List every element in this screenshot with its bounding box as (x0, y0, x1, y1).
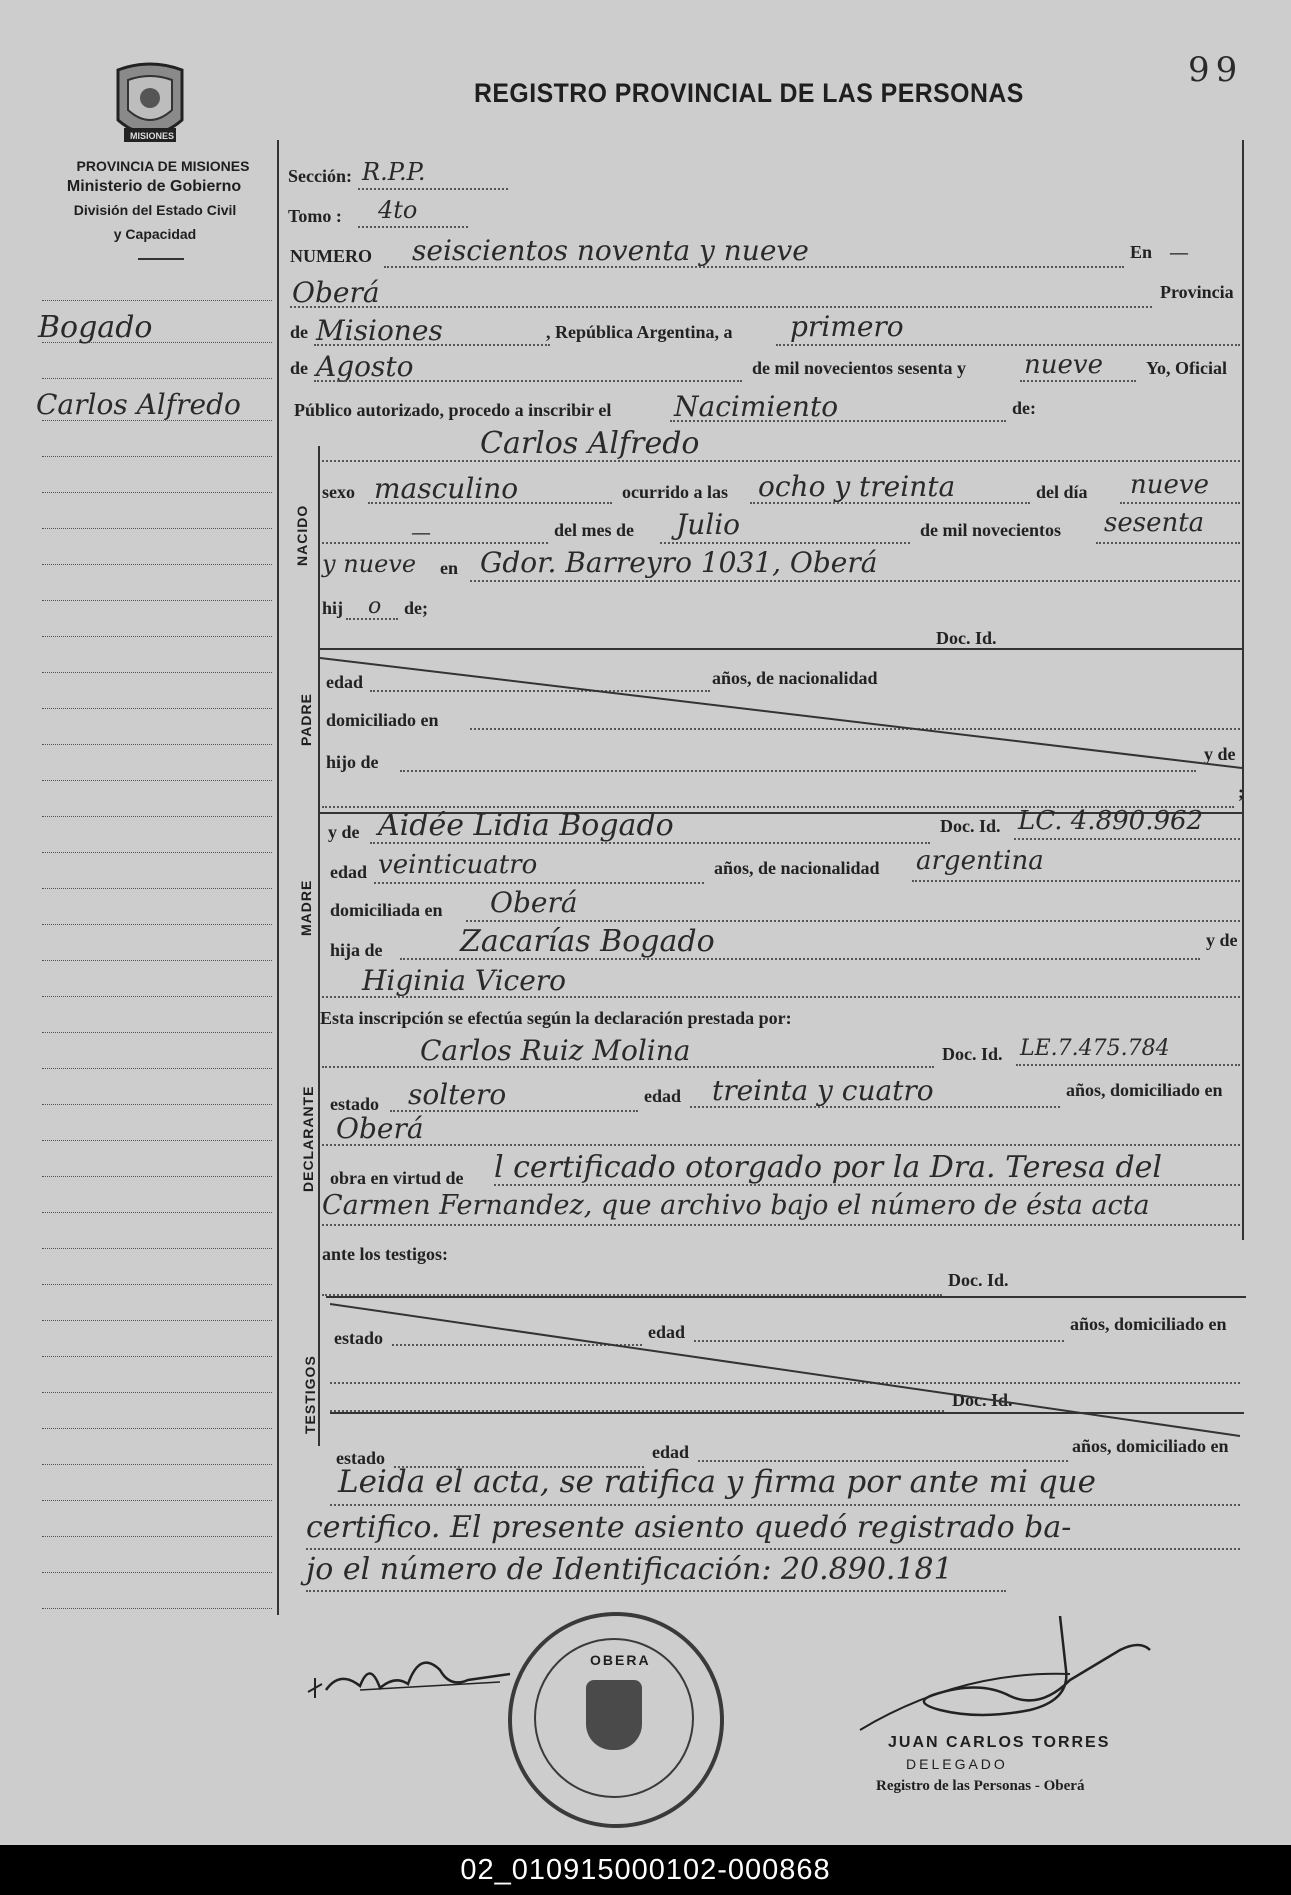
madre-nacionalidad-line (912, 880, 1240, 882)
en-value: — (1170, 242, 1188, 262)
mes-line (660, 542, 910, 544)
testigos-strike-line (330, 1296, 1240, 1446)
tomo-line (358, 226, 468, 228)
madre-padre-line (400, 958, 1200, 960)
provincia-line (314, 344, 550, 346)
declarante-estado-label: estado (330, 1094, 379, 1114)
place-line (290, 306, 1152, 308)
hora-line (750, 502, 1030, 504)
declarante-name-line (322, 1066, 934, 1068)
madre-name: Aidée Lidia Bogado (378, 808, 674, 843)
year-label: de mil novecientos sesenta y (752, 358, 966, 378)
testigos-edad-label-1: edad (648, 1322, 686, 1342)
madre-section-label: MADRE (298, 879, 314, 936)
testigos-edad-label-2: edad (652, 1442, 690, 1462)
numero-value: seiscientos noventa y nueve (412, 234, 809, 267)
closing-line-1-rule (330, 1504, 1240, 1506)
madre-domicilio-value: Oberá (490, 886, 578, 919)
declarante-estado-value: soltero (408, 1078, 507, 1111)
hora-value: ocho y treinta (758, 470, 956, 503)
mes-label: del mes de (554, 520, 634, 540)
declarante-obra-line2: Carmen Fernandez, que archivo bajo el número de ésta acta (322, 1190, 1150, 1221)
org-province: PROVINCIA DE MISIONES (76, 158, 250, 174)
month-value: Agosto (316, 350, 414, 383)
official-stamp (508, 1612, 724, 1828)
provincia-value: Misiones (316, 314, 443, 347)
declarante-intro: Esta inscripción se efectúa según la declaración prestada por: (320, 1008, 792, 1028)
margin-given-names: Carlos Alfredo (36, 388, 241, 421)
madre-nacionalidad-label: años, de nacionalidad (714, 858, 880, 878)
madre-doc-line (1014, 838, 1240, 840)
seccion-line (358, 188, 508, 190)
month-line (314, 380, 742, 382)
closing-line-2: certifico. El presente asiento quedó registrado ba- (306, 1510, 1072, 1545)
left-signature (300, 1640, 530, 1710)
hijo-de-label: de; (404, 598, 428, 618)
de2-label: de: (1012, 398, 1036, 418)
declarante-edad-value: treinta y cuatro (712, 1074, 934, 1107)
hijo-line (346, 618, 398, 620)
tomo-value: 4to (378, 196, 418, 224)
numero-line (384, 266, 1124, 268)
testigos-edad-line-2 (698, 1460, 1068, 1462)
inscription-type: Nacimiento (674, 390, 839, 423)
madre-madre-name: Higinia Vicero (362, 964, 567, 997)
madre-edad-value: veinticuatro (378, 850, 538, 880)
madre-padre-name: Zacarías Bogado (460, 924, 715, 959)
nacido-dash: — (412, 522, 430, 542)
madre-yde2-label: y de (1206, 930, 1238, 950)
footer-code: 02_010915000102-000868 (0, 1845, 1291, 1895)
anio-line (1096, 542, 1240, 544)
emblem-text: MISIONES (130, 131, 175, 141)
nacido-name-line (322, 460, 1240, 462)
dia-value: nueve (1130, 470, 1209, 500)
officer-name: JUAN CARLOS TORRES (888, 1734, 1111, 1751)
declarante-estado-line (390, 1110, 638, 1112)
margin-surname: Bogado (38, 310, 153, 345)
declarante-obra-line2-rule (322, 1224, 1240, 1226)
testigos-intro: ante los testigos: (322, 1244, 448, 1264)
madre-hija-label: hija de (330, 940, 383, 960)
declarante-domicilio-line (322, 1144, 1240, 1146)
closing-line-3: jo el número de Identificación: 20.890.181 (306, 1552, 953, 1587)
nacido-en-label: en (440, 558, 458, 578)
lugar-value: Gdor. Barreyro 1031, Oberá (480, 546, 878, 579)
padre-hijo-label: hijo de (326, 752, 379, 772)
testigos-domicilio-label-2: años, domiciliado en (1072, 1436, 1229, 1456)
right-signature (840, 1610, 1170, 1740)
testigos-section-label: TESTIGOS (302, 1355, 318, 1434)
oficial-label: Yo, Oficial (1146, 358, 1227, 378)
seccion-value: R.P.P. (362, 158, 426, 186)
madre-name-line (370, 842, 930, 844)
year-value: nueve (1024, 350, 1103, 380)
dia-line (1120, 502, 1240, 504)
place-value: Oberá (292, 276, 380, 309)
testigos-domicilio-label-1: años, domiciliado en (1070, 1314, 1227, 1334)
republica-label: , República Argentina, a (546, 322, 733, 342)
stamp-text: OBERA (590, 1652, 651, 1668)
declarante-edad-label: edad (644, 1086, 682, 1106)
testigos-doc-label-2: Doc. Id. (952, 1390, 1013, 1410)
padre-nacionalidad-label: años, de nacionalidad (712, 668, 878, 688)
padre-yde-label: y de (1204, 744, 1236, 764)
hijo-label: hij (322, 598, 344, 618)
org-division: División del Estado Civil (73, 202, 237, 218)
officer-office: Registro de las Personas - Oberá (876, 1778, 1085, 1794)
inscription-line (670, 420, 1006, 422)
hijo-suffix: o (368, 594, 382, 619)
madre-yde-label: y de (328, 822, 360, 842)
dia-label: del día (1036, 482, 1088, 502)
numero-label: NUMERO (290, 246, 372, 266)
org-capacity: y Capacidad (113, 226, 197, 242)
mes-value: Julio (676, 508, 741, 541)
nacido-name: Carlos Alfredo (480, 426, 700, 461)
officer-title: DELEGADO (906, 1756, 1008, 1772)
main-right-border (1242, 140, 1244, 1240)
sexo-line (368, 502, 612, 504)
closing-line-3-rule (306, 1590, 1006, 1592)
declarante-doc-value: LE.7.475.784 (1020, 1036, 1170, 1061)
tomo-label: Tomo : (288, 206, 342, 226)
seccion-label: Sección: (288, 166, 352, 186)
ocurrido-label: ocurrido a las (622, 482, 728, 502)
sexo-value: masculino (374, 472, 519, 505)
sexo-label: sexo (322, 482, 355, 502)
madre-nacionalidad-value: argentina (916, 846, 1044, 876)
madre-domicilio-label: domiciliada en (330, 900, 443, 920)
publico-label: Público autorizado, procedo a inscribir el (294, 400, 612, 420)
padre-edad-label: edad (326, 672, 364, 692)
madre-doc-label: Doc. Id. (940, 816, 1001, 836)
declarante-name: Carlos Ruiz Molina (420, 1034, 691, 1067)
testigos-estado-label-2: estado (336, 1448, 385, 1468)
declarante-edad-line (690, 1106, 1060, 1108)
padre-doc-label: Doc. Id. (936, 628, 997, 648)
padre-section-label: PADRE (298, 693, 314, 746)
madre-doc-value: LC. 4.890.962 (1018, 806, 1204, 836)
en-label: En (1130, 242, 1153, 262)
testigos-estado-label-1: estado (334, 1328, 383, 1348)
day-value: primero (790, 310, 904, 343)
declarante-obra-label: obra en virtud de (330, 1168, 464, 1188)
closing-line-2-rule (306, 1548, 1240, 1550)
anio-part1: sesenta (1104, 508, 1205, 538)
declarante-domicilio-value: Oberá (336, 1112, 424, 1145)
declarante-obra-line1-rule (494, 1184, 1240, 1186)
main-left-border (277, 140, 279, 1615)
padre-strike-line (320, 648, 1242, 778)
madre-domicilio-line (466, 920, 1240, 922)
madre-edad-label: edad (330, 862, 368, 882)
declarante-section-label: DECLARANTE (300, 1085, 316, 1192)
provincia-label: Provincia (1160, 282, 1234, 302)
sections-left-border (318, 446, 320, 1446)
testigos-doc-label-1: Doc. Id. (948, 1270, 1009, 1290)
day-line (776, 344, 1240, 346)
nacido-section-label: NACIDO (294, 504, 310, 566)
document-title: REGISTRO PROVINCIAL DE LAS PERSONAS (474, 78, 1024, 108)
anio-part2: y nueve (322, 550, 417, 578)
padre-semicolon: ; (1238, 782, 1244, 802)
provincial-emblem (110, 60, 190, 148)
declarante-doc-label: Doc. Id. (942, 1044, 1003, 1064)
declarante-domicilio-label: años, domiciliado en (1066, 1080, 1223, 1100)
anio-label: de mil novecientos (920, 520, 1061, 540)
org-ministry: Ministerio de Gobierno (66, 178, 242, 195)
org-underline (138, 258, 184, 260)
page-number: 99 (1188, 50, 1244, 90)
de-label: de (290, 322, 308, 342)
stamp-crest (586, 1680, 642, 1750)
lugar-line (470, 580, 1240, 582)
madre-edad-line (374, 882, 704, 884)
padre-domicilio-label: domiciliado en (326, 710, 439, 730)
dash-line (322, 542, 548, 544)
closing-line-1: Leida el acta, se ratifica y firma por ante mi que (338, 1464, 1096, 1500)
year-line (1020, 380, 1136, 382)
de-label-2: de (290, 358, 308, 378)
declarante-doc-line (1016, 1064, 1240, 1066)
declarante-obra-line1: l certificado otorgado por la Dra. Teresa del (494, 1150, 1162, 1185)
madre-madre-line (322, 996, 1240, 998)
